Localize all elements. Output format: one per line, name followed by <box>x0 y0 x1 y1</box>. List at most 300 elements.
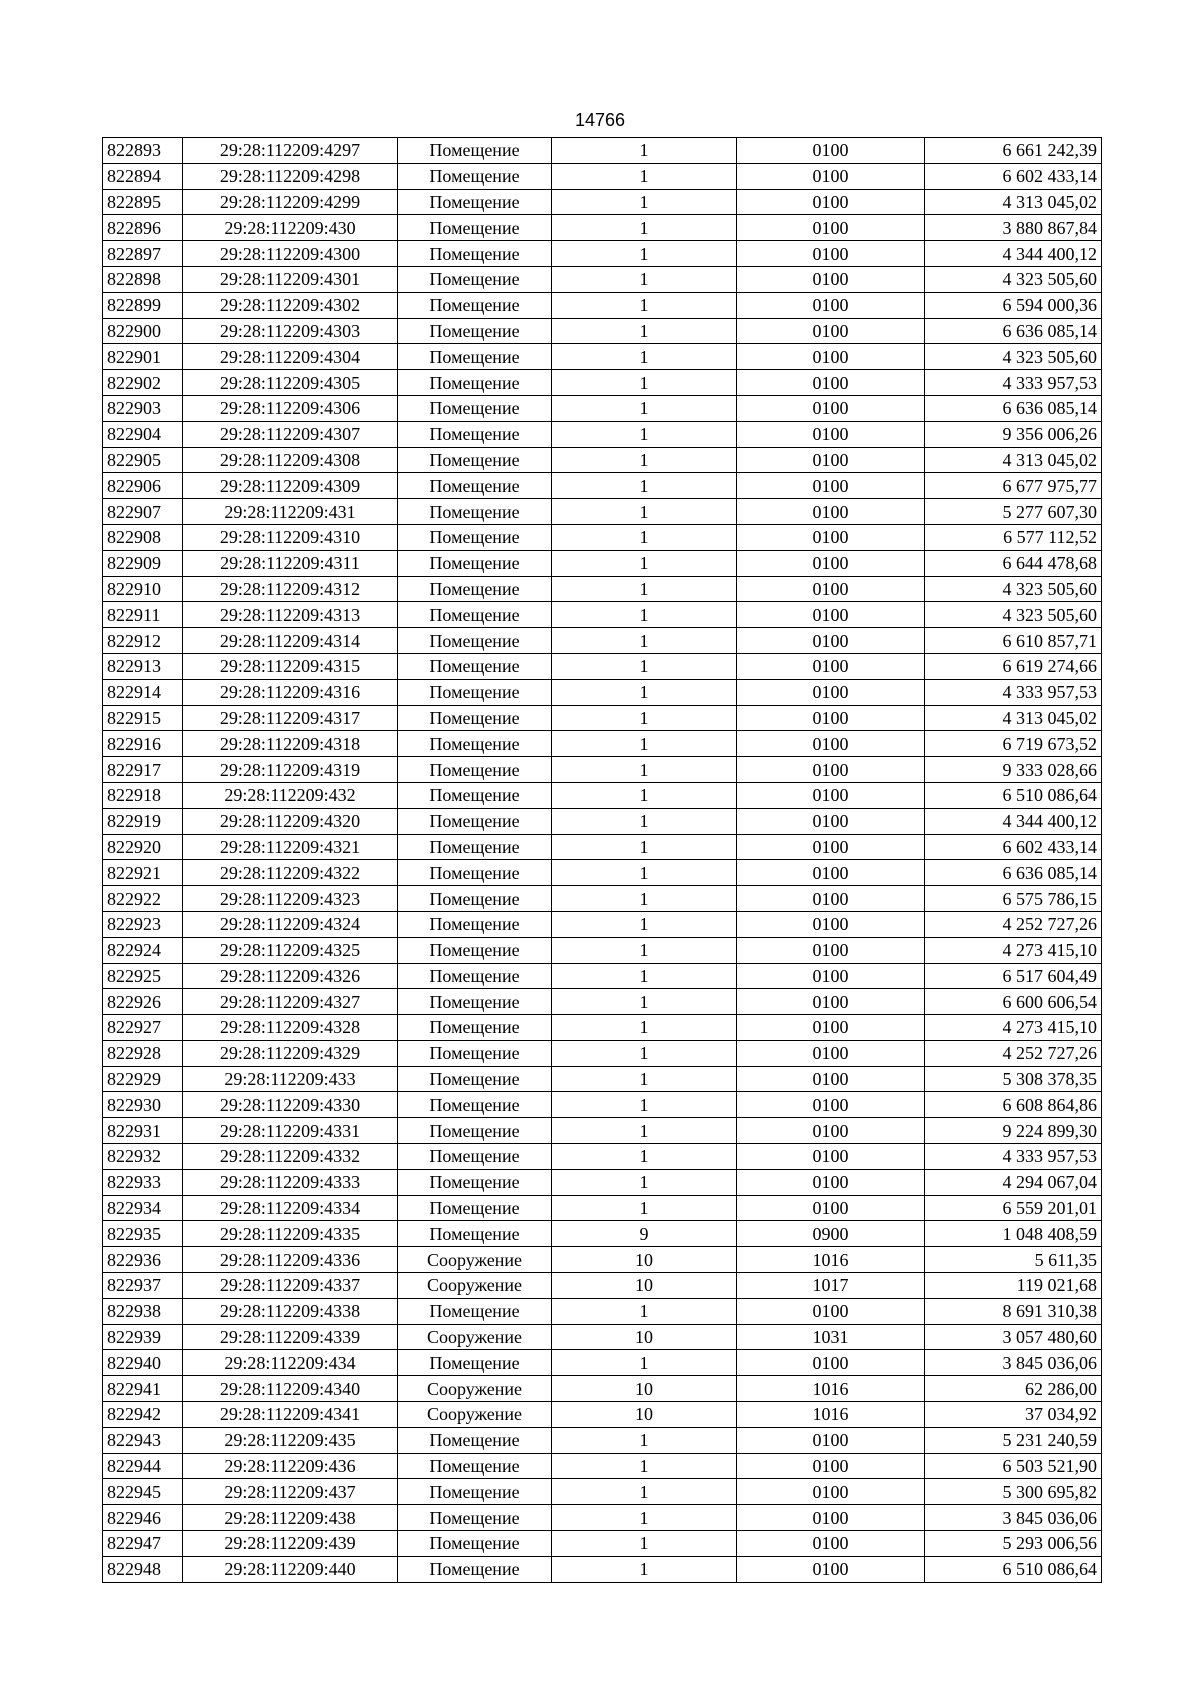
group-code-cell: 1 <box>552 911 737 937</box>
object-type-cell: Помещение <box>398 1144 552 1170</box>
table-row <box>103 421 1102 447</box>
subgroup-code-cell: 1016 <box>737 1402 925 1428</box>
row-number-cell: 822918 <box>103 782 183 808</box>
table-row <box>103 1531 1102 1557</box>
cadastral-value-cell: 6 602 433,14 <box>925 163 1102 189</box>
page-number: 14766 <box>574 110 626 130</box>
subgroup-code-cell: 0100 <box>737 215 925 241</box>
cadastral-number-cell: 29:28:112209:4328 <box>183 1015 398 1041</box>
object-type-cell: Помещение <box>398 499 552 525</box>
table-body <box>103 138 1102 1583</box>
cadastral-value-cell: 4 323 505,60 <box>925 266 1102 292</box>
subgroup-code-cell: 0100 <box>737 318 925 344</box>
object-type-cell: Помещение <box>398 215 552 241</box>
row-number-cell: 822924 <box>103 937 183 963</box>
table-row <box>103 911 1102 937</box>
group-code-cell: 1 <box>552 292 737 318</box>
group-code-cell: 1 <box>552 163 737 189</box>
cadastral-number-cell: 29:28:112209:4297 <box>183 138 398 164</box>
cadastral-value-cell: 6 517 604,49 <box>925 963 1102 989</box>
row-number-cell: 822917 <box>103 757 183 783</box>
subgroup-code-cell: 0100 <box>737 705 925 731</box>
table-row <box>103 679 1102 705</box>
row-number-cell: 822901 <box>103 344 183 370</box>
subgroup-code-cell: 0100 <box>737 628 925 654</box>
group-code-cell: 1 <box>552 653 737 679</box>
subgroup-code-cell: 0100 <box>737 653 925 679</box>
group-code-cell: 1 <box>552 1195 737 1221</box>
object-type-cell: Сооружение <box>398 1402 552 1428</box>
row-number-cell: 822943 <box>103 1427 183 1453</box>
subgroup-code-cell: 0100 <box>737 473 925 499</box>
table-row <box>103 241 1102 267</box>
table-row <box>103 1144 1102 1170</box>
cadastral-number-cell: 29:28:112209:4306 <box>183 395 398 421</box>
table-row <box>103 1453 1102 1479</box>
group-code-cell: 9 <box>552 1221 737 1247</box>
table-row <box>103 163 1102 189</box>
object-type-cell: Помещение <box>398 576 552 602</box>
cadastral-value-cell: 6 636 085,14 <box>925 860 1102 886</box>
object-type-cell: Помещение <box>398 447 552 473</box>
table-row <box>103 1169 1102 1195</box>
cadastral-number-cell: 29:28:112209:4302 <box>183 292 398 318</box>
cadastral-value-cell: 4 252 727,26 <box>925 1040 1102 1066</box>
cadastral-number-cell: 29:28:112209:4323 <box>183 886 398 912</box>
cadastral-number-cell: 29:28:112209:440 <box>183 1556 398 1582</box>
object-type-cell: Помещение <box>398 163 552 189</box>
table-row <box>103 395 1102 421</box>
cadastral-number-cell: 29:28:112209:4329 <box>183 1040 398 1066</box>
row-number-cell: 822942 <box>103 1402 183 1428</box>
table-row <box>103 1092 1102 1118</box>
cadastral-number-cell: 29:28:112209:4339 <box>183 1324 398 1350</box>
cadastral-value-cell: 62 286,00 <box>925 1376 1102 1402</box>
object-type-cell: Помещение <box>398 1015 552 1041</box>
cadastral-number-cell: 29:28:112209:4334 <box>183 1195 398 1221</box>
cadastral-number-cell: 29:28:112209:430 <box>183 215 398 241</box>
row-number-cell: 822921 <box>103 860 183 886</box>
table-row <box>103 1015 1102 1041</box>
group-code-cell: 1 <box>552 886 737 912</box>
cadastral-number-cell: 29:28:112209:4335 <box>183 1221 398 1247</box>
table-row <box>103 628 1102 654</box>
table-row <box>103 1221 1102 1247</box>
table-row <box>103 1040 1102 1066</box>
group-code-cell: 1 <box>552 1479 737 1505</box>
cadastral-value-cell: 6 677 975,77 <box>925 473 1102 499</box>
cadastral-number-cell: 29:28:112209:4337 <box>183 1273 398 1299</box>
group-code-cell: 1 <box>552 318 737 344</box>
object-type-cell: Помещение <box>398 602 552 628</box>
cadastral-number-cell: 29:28:112209:4319 <box>183 757 398 783</box>
row-number-cell: 822922 <box>103 886 183 912</box>
subgroup-code-cell: 0100 <box>737 1479 925 1505</box>
subgroup-code-cell: 0100 <box>737 1531 925 1557</box>
cadastral-number-cell: 29:28:112209:4315 <box>183 653 398 679</box>
subgroup-code-cell: 0100 <box>737 1350 925 1376</box>
cadastral-value-cell: 6 594 000,36 <box>925 292 1102 318</box>
object-type-cell: Помещение <box>398 1118 552 1144</box>
subgroup-code-cell: 0900 <box>737 1221 925 1247</box>
subgroup-code-cell: 0100 <box>737 886 925 912</box>
row-number-cell: 822900 <box>103 318 183 344</box>
table-row <box>103 1376 1102 1402</box>
subgroup-code-cell: 0100 <box>737 1195 925 1221</box>
cadastral-value-cell: 4 252 727,26 <box>925 911 1102 937</box>
table-row <box>103 1273 1102 1299</box>
row-number-cell: 822945 <box>103 1479 183 1505</box>
subgroup-code-cell: 0100 <box>737 499 925 525</box>
group-code-cell: 1 <box>552 963 737 989</box>
object-type-cell: Помещение <box>398 266 552 292</box>
table-row <box>103 1427 1102 1453</box>
cadastral-number-cell: 29:28:112209:435 <box>183 1427 398 1453</box>
table-row <box>103 1350 1102 1376</box>
subgroup-code-cell: 0100 <box>737 963 925 989</box>
subgroup-code-cell: 0100 <box>737 602 925 628</box>
cadastral-value-cell: 4 323 505,60 <box>925 576 1102 602</box>
cadastral-number-cell: 29:28:112209:439 <box>183 1531 398 1557</box>
table-row <box>103 292 1102 318</box>
cadastral-number-cell: 29:28:112209:4324 <box>183 911 398 937</box>
row-number-cell: 822947 <box>103 1531 183 1557</box>
cadastral-value-cell: 5 308 378,35 <box>925 1066 1102 1092</box>
object-type-cell: Помещение <box>398 911 552 937</box>
row-number-cell: 822908 <box>103 524 183 550</box>
table-row <box>103 1247 1102 1273</box>
cadastral-number-cell: 29:28:112209:4332 <box>183 1144 398 1170</box>
row-number-cell: 822916 <box>103 731 183 757</box>
group-code-cell: 10 <box>552 1402 737 1428</box>
group-code-cell: 1 <box>552 576 737 602</box>
cadastral-value-cell: 6 636 085,14 <box>925 318 1102 344</box>
row-number-cell: 822937 <box>103 1273 183 1299</box>
subgroup-code-cell: 0100 <box>737 138 925 164</box>
subgroup-code-cell: 0100 <box>737 1169 925 1195</box>
group-code-cell: 1 <box>552 1144 737 1170</box>
group-code-cell: 1 <box>552 989 737 1015</box>
cadastral-value-cell: 4 333 957,53 <box>925 1144 1102 1170</box>
row-number-cell: 822926 <box>103 989 183 1015</box>
table-row <box>103 1298 1102 1324</box>
group-code-cell: 1 <box>552 1505 737 1531</box>
group-code-cell: 1 <box>552 731 737 757</box>
object-type-cell: Помещение <box>398 344 552 370</box>
cadastral-number-cell: 29:28:112209:4304 <box>183 344 398 370</box>
cadastral-value-cell: 4 313 045,02 <box>925 189 1102 215</box>
row-number-cell: 822893 <box>103 138 183 164</box>
cadastral-number-cell: 29:28:112209:437 <box>183 1479 398 1505</box>
object-type-cell: Помещение <box>398 370 552 396</box>
object-type-cell: Помещение <box>398 292 552 318</box>
cadastral-value-cell: 3 845 036,06 <box>925 1505 1102 1531</box>
group-code-cell: 10 <box>552 1273 737 1299</box>
table-row <box>103 1324 1102 1350</box>
table-row <box>103 1556 1102 1582</box>
cadastral-number-cell: 29:28:112209:431 <box>183 499 398 525</box>
group-code-cell: 1 <box>552 241 737 267</box>
row-number-cell: 822928 <box>103 1040 183 1066</box>
table-row <box>103 834 1102 860</box>
table-row <box>103 1402 1102 1428</box>
row-number-cell: 822904 <box>103 421 183 447</box>
group-code-cell: 1 <box>552 550 737 576</box>
object-type-cell: Помещение <box>398 550 552 576</box>
table-row <box>103 1195 1102 1221</box>
object-type-cell: Помещение <box>398 731 552 757</box>
subgroup-code-cell: 0100 <box>737 1144 925 1170</box>
row-number-cell: 822910 <box>103 576 183 602</box>
subgroup-code-cell: 0100 <box>737 1015 925 1041</box>
table-row <box>103 937 1102 963</box>
object-type-cell: Помещение <box>398 860 552 886</box>
cadastral-value-cell: 6 559 201,01 <box>925 1195 1102 1221</box>
cadastral-value-cell: 9 224 899,30 <box>925 1118 1102 1144</box>
object-type-cell: Помещение <box>398 1479 552 1505</box>
cadastral-number-cell: 29:28:112209:4341 <box>183 1402 398 1428</box>
group-code-cell: 1 <box>552 1556 737 1582</box>
cadastral-value-cell: 4 333 957,53 <box>925 370 1102 396</box>
cadastral-number-cell: 29:28:112209:4333 <box>183 1169 398 1195</box>
cadastral-value-cell: 6 719 673,52 <box>925 731 1102 757</box>
cadastral-number-cell: 29:28:112209:432 <box>183 782 398 808</box>
cadastral-number-cell: 29:28:112209:4326 <box>183 963 398 989</box>
cadastral-value-cell: 9 333 028,66 <box>925 757 1102 783</box>
table-row <box>103 266 1102 292</box>
row-number-cell: 822946 <box>103 1505 183 1531</box>
row-number-cell: 822927 <box>103 1015 183 1041</box>
subgroup-code-cell: 1016 <box>737 1247 925 1273</box>
table-row <box>103 1066 1102 1092</box>
group-code-cell: 1 <box>552 138 737 164</box>
object-type-cell: Сооружение <box>398 1247 552 1273</box>
cadastral-value-cell: 6 510 086,64 <box>925 782 1102 808</box>
row-number-cell: 822915 <box>103 705 183 731</box>
table-row <box>103 1118 1102 1144</box>
table-row <box>103 576 1102 602</box>
group-code-cell: 1 <box>552 1066 737 1092</box>
subgroup-code-cell: 0100 <box>737 1453 925 1479</box>
group-code-cell: 1 <box>552 782 737 808</box>
cadastral-value-cell: 6 577 112,52 <box>925 524 1102 550</box>
row-number-cell: 822914 <box>103 679 183 705</box>
row-number-cell: 822912 <box>103 628 183 654</box>
row-number-cell: 822902 <box>103 370 183 396</box>
row-number-cell: 822905 <box>103 447 183 473</box>
subgroup-code-cell: 0100 <box>737 344 925 370</box>
object-type-cell: Помещение <box>398 318 552 344</box>
cadastral-value-cell: 6 610 857,71 <box>925 628 1102 654</box>
subgroup-code-cell: 0100 <box>737 679 925 705</box>
object-type-cell: Сооружение <box>398 1324 552 1350</box>
table-row <box>103 782 1102 808</box>
cadastral-number-cell: 29:28:112209:4303 <box>183 318 398 344</box>
cadastral-value-cell: 9 356 006,26 <box>925 421 1102 447</box>
cadastral-number-cell: 29:28:112209:436 <box>183 1453 398 1479</box>
table-row <box>103 215 1102 241</box>
cadastral-value-cell: 8 691 310,38 <box>925 1298 1102 1324</box>
row-number-cell: 822923 <box>103 911 183 937</box>
group-code-cell: 1 <box>552 1169 737 1195</box>
cadastral-number-cell: 29:28:112209:4307 <box>183 421 398 447</box>
row-number-cell: 822948 <box>103 1556 183 1582</box>
group-code-cell: 10 <box>552 1376 737 1402</box>
row-number-cell: 822932 <box>103 1144 183 1170</box>
cadastral-value-cell: 4 344 400,12 <box>925 808 1102 834</box>
cadastral-number-cell: 29:28:112209:4322 <box>183 860 398 886</box>
subgroup-code-cell: 0100 <box>737 757 925 783</box>
subgroup-code-cell: 0100 <box>737 1040 925 1066</box>
cadastral-number-cell: 29:28:112209:4299 <box>183 189 398 215</box>
subgroup-code-cell: 0100 <box>737 576 925 602</box>
subgroup-code-cell: 0100 <box>737 241 925 267</box>
subgroup-code-cell: 0100 <box>737 808 925 834</box>
cadastral-number-cell: 29:28:112209:4340 <box>183 1376 398 1402</box>
row-number-cell: 822907 <box>103 499 183 525</box>
object-type-cell: Сооружение <box>398 1376 552 1402</box>
table-row <box>103 447 1102 473</box>
row-number-cell: 822898 <box>103 266 183 292</box>
cadastral-value-cell: 6 602 433,14 <box>925 834 1102 860</box>
object-type-cell: Помещение <box>398 989 552 1015</box>
cadastral-value-cell: 4 344 400,12 <box>925 241 1102 267</box>
cadastral-value-cell: 5 300 695,82 <box>925 1479 1102 1505</box>
cadastral-value-cell: 4 273 415,10 <box>925 1015 1102 1041</box>
group-code-cell: 1 <box>552 421 737 447</box>
object-type-cell: Помещение <box>398 421 552 447</box>
object-type-cell: Помещение <box>398 1350 552 1376</box>
subgroup-code-cell: 1016 <box>737 1376 925 1402</box>
object-type-cell: Помещение <box>398 241 552 267</box>
cadastral-number-cell: 29:28:112209:438 <box>183 1505 398 1531</box>
table-row <box>103 524 1102 550</box>
group-code-cell: 1 <box>552 1298 737 1324</box>
group-code-cell: 1 <box>552 834 737 860</box>
cadastral-number-cell: 29:28:112209:434 <box>183 1350 398 1376</box>
cadastral-value-cell: 4 333 957,53 <box>925 679 1102 705</box>
subgroup-code-cell: 0100 <box>737 1092 925 1118</box>
cadastral-number-cell: 29:28:112209:4313 <box>183 602 398 628</box>
row-number-cell: 822939 <box>103 1324 183 1350</box>
row-number-cell: 822929 <box>103 1066 183 1092</box>
cadastral-value-cell: 6 608 864,86 <box>925 1092 1102 1118</box>
row-number-cell: 822894 <box>103 163 183 189</box>
cadastral-number-cell: 29:28:112209:4308 <box>183 447 398 473</box>
cadastral-number-cell: 29:28:112209:4330 <box>183 1092 398 1118</box>
subgroup-code-cell: 0100 <box>737 1427 925 1453</box>
subgroup-code-cell: 0100 <box>737 911 925 937</box>
cadastral-number-cell: 29:28:112209:4327 <box>183 989 398 1015</box>
group-code-cell: 1 <box>552 499 737 525</box>
cadastral-value-cell: 37 034,92 <box>925 1402 1102 1428</box>
cadastral-number-cell: 29:28:112209:4310 <box>183 524 398 550</box>
row-number-cell: 822936 <box>103 1247 183 1273</box>
row-number-cell: 822941 <box>103 1376 183 1402</box>
row-number-cell: 822895 <box>103 189 183 215</box>
subgroup-code-cell: 0100 <box>737 550 925 576</box>
cadastral-number-cell: 29:28:112209:4309 <box>183 473 398 499</box>
table-row <box>103 886 1102 912</box>
object-type-cell: Помещение <box>398 1040 552 1066</box>
row-number-cell: 822896 <box>103 215 183 241</box>
subgroup-code-cell: 0100 <box>737 395 925 421</box>
cadastral-number-cell: 29:28:112209:4321 <box>183 834 398 860</box>
table-row <box>103 344 1102 370</box>
object-type-cell: Помещение <box>398 653 552 679</box>
group-code-cell: 1 <box>552 473 737 499</box>
cadastral-value-cell: 1 048 408,59 <box>925 1221 1102 1247</box>
object-type-cell: Помещение <box>398 1453 552 1479</box>
row-number-cell: 822899 <box>103 292 183 318</box>
cadastral-number-cell: 29:28:112209:4318 <box>183 731 398 757</box>
row-number-cell: 822903 <box>103 395 183 421</box>
cadastral-value-cell: 4 313 045,02 <box>925 447 1102 473</box>
cadastral-value-cell: 5 611,35 <box>925 1247 1102 1273</box>
group-code-cell: 1 <box>552 447 737 473</box>
object-type-cell: Помещение <box>398 524 552 550</box>
object-type-cell: Помещение <box>398 1298 552 1324</box>
cadastral-value-cell: 5 293 006,56 <box>925 1531 1102 1557</box>
cadastral-number-cell: 29:28:112209:4312 <box>183 576 398 602</box>
row-number-cell: 822934 <box>103 1195 183 1221</box>
object-type-cell: Помещение <box>398 1195 552 1221</box>
subgroup-code-cell: 0100 <box>737 370 925 396</box>
group-code-cell: 1 <box>552 344 737 370</box>
table-row <box>103 705 1102 731</box>
object-type-cell: Помещение <box>398 937 552 963</box>
group-code-cell: 1 <box>552 1531 737 1557</box>
object-type-cell: Помещение <box>398 395 552 421</box>
cadastral-value-cell: 5 231 240,59 <box>925 1427 1102 1453</box>
cadastral-number-cell: 29:28:112209:4298 <box>183 163 398 189</box>
object-type-cell: Помещение <box>398 834 552 860</box>
subgroup-code-cell: 0100 <box>737 447 925 473</box>
subgroup-code-cell: 0100 <box>737 1066 925 1092</box>
cadastral-value-cell: 4 313 045,02 <box>925 705 1102 731</box>
table-row <box>103 370 1102 396</box>
table-row <box>103 318 1102 344</box>
subgroup-code-cell: 0100 <box>737 266 925 292</box>
cadastral-number-cell: 29:28:112209:4317 <box>183 705 398 731</box>
object-type-cell: Помещение <box>398 1066 552 1092</box>
group-code-cell: 1 <box>552 395 737 421</box>
group-code-cell: 1 <box>552 1453 737 1479</box>
object-type-cell: Помещение <box>398 1427 552 1453</box>
cadastral-value-cell: 119 021,68 <box>925 1273 1102 1299</box>
subgroup-code-cell: 0100 <box>737 421 925 447</box>
row-number-cell: 822931 <box>103 1118 183 1144</box>
group-code-cell: 1 <box>552 1427 737 1453</box>
group-code-cell: 10 <box>552 1324 737 1350</box>
group-code-cell: 1 <box>552 679 737 705</box>
table-row <box>103 189 1102 215</box>
row-number-cell: 822920 <box>103 834 183 860</box>
object-type-cell: Помещение <box>398 1531 552 1557</box>
group-code-cell: 1 <box>552 1092 737 1118</box>
subgroup-code-cell: 0100 <box>737 1118 925 1144</box>
subgroup-code-cell: 0100 <box>737 989 925 1015</box>
group-code-cell: 1 <box>552 757 737 783</box>
row-number-cell: 822925 <box>103 963 183 989</box>
cadastral-value-cell: 6 510 086,64 <box>925 1556 1102 1582</box>
object-type-cell: Помещение <box>398 808 552 834</box>
cadastral-number-cell: 29:28:112209:4316 <box>183 679 398 705</box>
cadastral-number-cell: 29:28:112209:4311 <box>183 550 398 576</box>
group-code-cell: 1 <box>552 189 737 215</box>
object-type-cell: Помещение <box>398 628 552 654</box>
object-type-cell: Помещение <box>398 1505 552 1531</box>
